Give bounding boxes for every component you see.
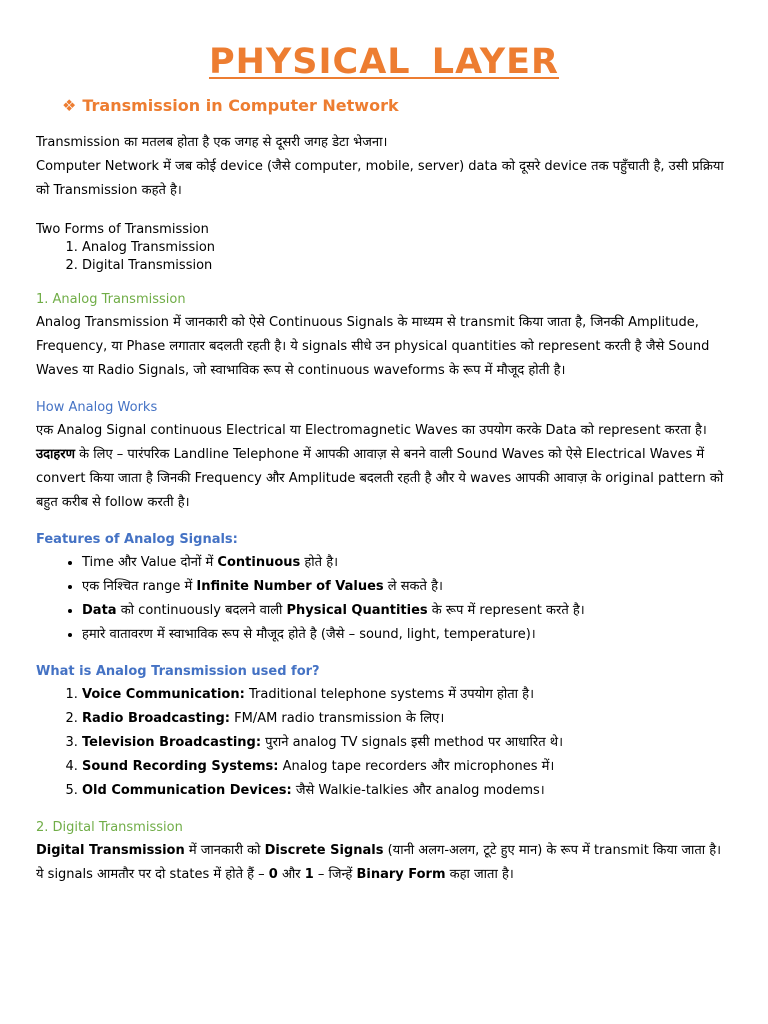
feature-item: • Data को continuously बदलने वाली Physical Quantities के रूप में represent करते है। bbox=[82, 599, 732, 623]
use-item: 2. Radio Broadcasting: FM/AM radio transmission के लिए। bbox=[82, 707, 732, 731]
digital-heading: 2. Digital Transmission bbox=[36, 820, 183, 835]
diamond-bullet-icon: ❖ bbox=[62, 96, 77, 115]
intro-line-1: Transmission का मतलब होता है एक जगह से दूसरी जगह डेटा भेजना। bbox=[36, 135, 388, 150]
forms-list bbox=[36, 239, 732, 275]
uses-list bbox=[36, 683, 732, 803]
feature-item: • हमारे वातावरण में स्वाभाविक रूप से मौजूद होते है (जैसे – sound, light, temperature)। bbox=[82, 623, 732, 647]
forms-heading: Two Forms of Transmission bbox=[36, 222, 209, 237]
how-analog-paragraph: एक Analog Signal continuous Electrical या Electromagnetic Waves का उपयोग करके Data को represent करता है। bbox=[36, 423, 707, 438]
example-text: के लिए – पारंपरिक Landline Telephone में आपकी आवाज़ से बनने वाली Sound Waves को ऐसे Electrical Waves में convert किया जाता है जिनकी Frequency और Amplitude बदलती रहती है और ये waves आपकी आवाज़ के original pattern को बहुत करीब से follow करती है। bbox=[36, 447, 724, 510]
subtitle-text: Transmission in Computer Network bbox=[82, 96, 399, 115]
feature-item: • एक निश्चित range में Infinite Number of Values ले सकते है। bbox=[82, 575, 732, 599]
analog-heading: 1. Analog Transmission bbox=[36, 292, 186, 307]
feature-item: • Time और Value दोनों में Continuous होते है। bbox=[82, 551, 732, 575]
example-paragraph bbox=[36, 443, 732, 515]
features-list bbox=[36, 551, 732, 647]
how-analog-heading: How Analog Works bbox=[36, 400, 158, 415]
use-item: 4. Sound Recording Systems: Analog tape recorders और microphones में। bbox=[82, 755, 732, 779]
use-item: 5. Old Communication Devices: जैसे Walkie-talkies और analog modems। bbox=[82, 779, 732, 803]
features-heading: Features of Analog Signals: bbox=[36, 532, 238, 547]
use-item: 3. Television Broadcasting: पुराने analog TV signals इसी method पर आधारित थे। bbox=[82, 731, 732, 755]
uses-heading: What is Analog Transmission used for? bbox=[36, 664, 320, 679]
use-item: 1. Voice Communication: Traditional telephone systems में उपयोग होता है। bbox=[82, 683, 732, 707]
page-title: PHYSICAL LAYER bbox=[208, 42, 560, 82]
forms-item: 1. Analog Transmission bbox=[82, 239, 732, 257]
digital-paragraph: Digital Transmission में जानकारी को Discrete Signals (यानी अलग-अलग, टूटे हुए मान) के रूप में transmit किया जाता है। ये signals आमतौर पर दो states में होते हैं – 0 और 1 – जिन्हें Binary Form कहा जाता है। bbox=[36, 843, 722, 882]
analog-paragraph: Analog Transmission में जानकारी को ऐसे Continuous Signals के माध्यम से transmit किया जाता है, जिनकी Amplitude, Frequency, या Phase लगातार बदलती रहती है। ये signals सीधे उन physical quantities को represent करती है जैसे Sound Waves या Radio Signals, जो स्वाभाविक रूप से continuous waveforms के रूप में मौजूद होती है। bbox=[36, 315, 710, 378]
intro-line-2: Computer Network में जब कोई device (जैसे computer, mobile, server) data को दूसरे device तक पहुँचाती है, उसी प्रक्रिया को Transmission कहते है। bbox=[36, 159, 724, 198]
example-label: उदाहरण bbox=[36, 447, 76, 462]
forms-item: 2. Digital Transmission bbox=[82, 257, 732, 275]
section-subtitle bbox=[62, 96, 732, 115]
